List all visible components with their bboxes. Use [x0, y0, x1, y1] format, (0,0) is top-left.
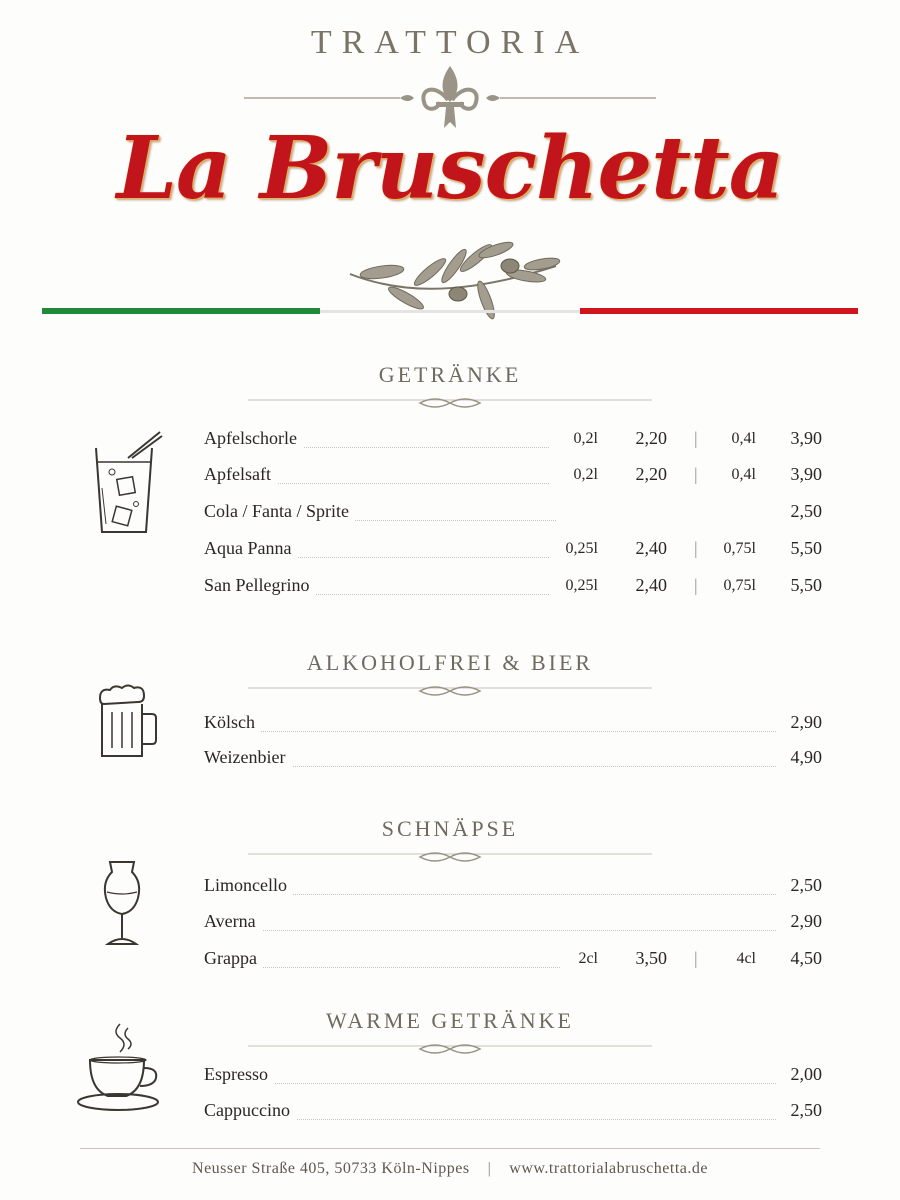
section-title-warme-getraenke: WARME GETRÄNKE [326, 1008, 574, 1033]
item-name: Apfelschorle [204, 428, 303, 449]
item-price: 2,90 [790, 911, 822, 931]
divider-ornament-icon [248, 680, 652, 702]
menu-item [204, 875, 822, 905]
item-name: Grappa [204, 948, 263, 969]
item-price: 2,50 [790, 875, 822, 895]
item-price: 3,90 [790, 464, 822, 484]
schnapps-glass-icon [100, 858, 144, 948]
item-name: Apfelsaft [204, 464, 277, 485]
coffee-cup-icon [76, 1020, 162, 1114]
menu-item [204, 575, 822, 605]
item-name: Kölsch [204, 712, 261, 733]
flag-stripe-red [580, 308, 858, 314]
item-price: 4,90 [790, 747, 822, 767]
item-volume-small: 0,25l [565, 577, 598, 594]
divider-ornament-icon [248, 392, 652, 414]
drink-glass-icon [88, 428, 166, 538]
item-price-small: 3,50 [635, 948, 667, 968]
section-title-bier: ALKOHOLFREI & BIER [306, 650, 594, 675]
item-price: 4,50 [790, 948, 822, 968]
section-title-getraenke: GETRÄNKE [378, 362, 522, 387]
divider-ornament-icon [248, 1038, 652, 1060]
item-volume-small: 0,2l [573, 466, 598, 483]
footer-address: Neusser Straße 405, 50733 Köln-Nippes [192, 1160, 470, 1177]
item-volume-large: 0,75l [723, 577, 756, 594]
item-price: 2,00 [790, 1064, 822, 1084]
price-separator: | [694, 428, 698, 448]
beer-mug-icon [94, 684, 160, 760]
item-volume-large: 0,4l [731, 466, 756, 483]
item-volume-large: 0,75l [723, 540, 756, 557]
menu-item [204, 948, 822, 978]
footer-website[interactable]: www.trattorialabruschetta.de [509, 1160, 708, 1177]
footer-divider [80, 1148, 820, 1149]
divider-ornament-icon [248, 846, 652, 868]
olive-branch-icon [346, 236, 566, 328]
item-price: 5,50 [790, 575, 822, 595]
item-price: 2,90 [790, 712, 822, 732]
footer [0, 1160, 900, 1178]
section-title-schnaepse: SCHNÄPSE [381, 816, 519, 841]
item-name: Limoncello [204, 875, 293, 896]
menu-item [204, 911, 822, 941]
price-separator: | [694, 464, 698, 484]
item-volume-small: 0,25l [565, 540, 598, 557]
price-separator: | [694, 575, 698, 595]
menu-item [204, 712, 822, 742]
item-price-small: 2,20 [635, 428, 667, 448]
footer-separator: | [487, 1160, 492, 1177]
header-subtitle: TRATTORIA [310, 24, 590, 61]
item-name: Weizenbier [204, 747, 292, 768]
menu-item [204, 538, 822, 568]
item-price: 5,50 [790, 538, 822, 558]
item-price-small: 2,40 [635, 538, 667, 558]
menu-item [204, 1064, 822, 1094]
price-separator: | [694, 538, 698, 558]
flag-stripe-white [320, 310, 580, 313]
item-volume-large: 0,4l [731, 430, 756, 447]
item-name: Aqua Panna [204, 538, 297, 559]
item-price-small: 2,40 [635, 575, 667, 595]
item-volume-small: 2cl [578, 950, 598, 967]
restaurant-logo: La Bruschetta [116, 118, 784, 219]
item-volume-large: 4cl [736, 950, 756, 967]
menu-item [204, 501, 822, 531]
menu-item [204, 464, 822, 494]
item-name: San Pellegrino [204, 575, 316, 596]
menu-header [0, 0, 900, 330]
item-price: 2,50 [790, 1100, 822, 1120]
menu-item [204, 1100, 822, 1130]
item-price: 3,90 [790, 428, 822, 448]
item-price: 2,50 [790, 501, 822, 521]
menu-item [204, 747, 822, 777]
item-name: Cappuccino [204, 1100, 296, 1121]
price-separator: | [694, 948, 698, 968]
item-name: Averna [204, 911, 262, 932]
item-volume-small: 0,2l [573, 430, 598, 447]
item-price-small: 2,20 [635, 464, 667, 484]
menu-item [204, 428, 822, 458]
item-name: Cola / Fanta / Sprite [204, 501, 355, 522]
item-name: Espresso [204, 1064, 274, 1085]
flag-stripe-green [42, 308, 320, 314]
